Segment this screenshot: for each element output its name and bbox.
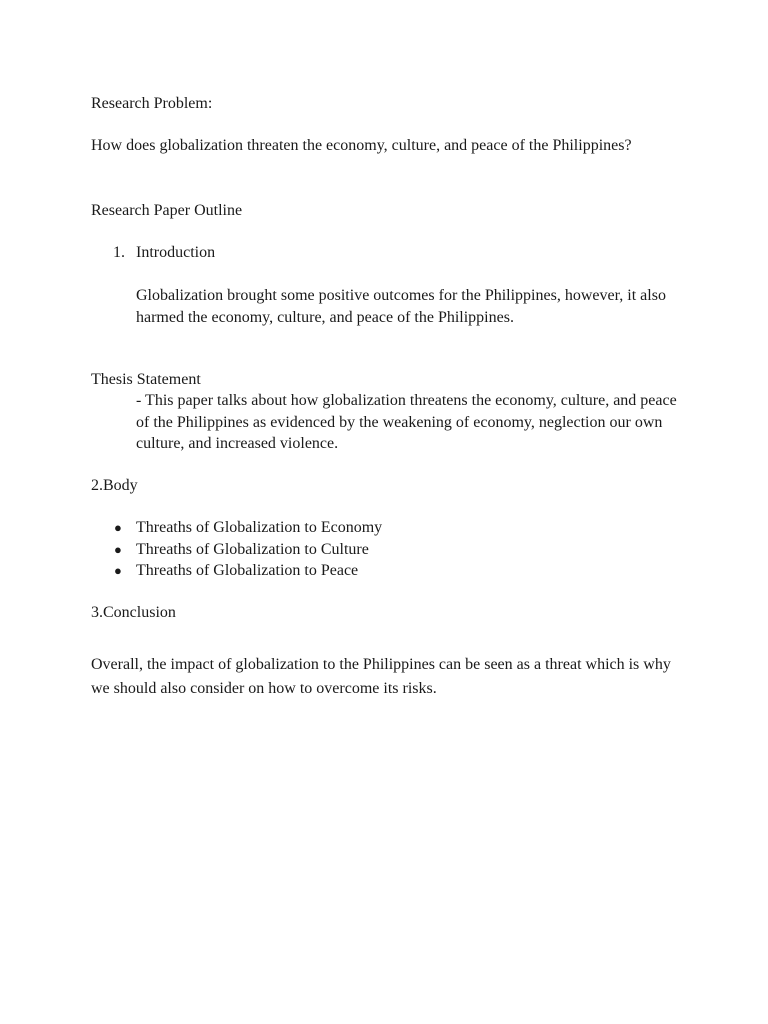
introduction-paragraph: Globalization brought some positive outcomes for the Philippines, however, it also harmed the economy, culture, and peace of the Philippines. (136, 287, 666, 326)
section-1-heading (113, 242, 215, 263)
research-problem-heading: Research Problem: (91, 95, 213, 112)
bullet-icon: ● (114, 520, 122, 535)
conclusion-paragraph: Overall, the impact of globalization to the Philippines can be seen as a threat which is why we should also consider on how to overcome its risks. (91, 656, 671, 697)
bullet-icon: ● (114, 541, 122, 557)
section-3-heading: 3.Conclusion (91, 604, 176, 621)
list-item (91, 517, 382, 539)
section-2-heading: 2.Body (91, 477, 138, 494)
bullet-icon: ● (114, 563, 122, 578)
section-1-title: Introduction (136, 244, 216, 261)
bullet-text: Threaths of Globalization to Peace (136, 562, 359, 579)
bullet-text: Threaths of Globalization to Economy (136, 519, 383, 536)
thesis-heading: Thesis Statement (91, 371, 201, 388)
thesis-text: - This paper talks about how globalization threatens the economy, culture, and peace of the Philippines as evidenced by the weakening of economy, neglection our own culture, and increased violence. (136, 392, 677, 452)
section-1-number: 1. (113, 244, 125, 261)
research-question: How does globalization threaten the economy, culture, and peace of the Philippines? (91, 137, 632, 154)
body-bullet-list (91, 517, 382, 582)
outline-heading: Research Paper Outline (91, 202, 243, 219)
bullet-text: Threaths of Globalization to Culture (136, 540, 369, 558)
list-item (91, 560, 382, 582)
list-item (91, 539, 382, 561)
